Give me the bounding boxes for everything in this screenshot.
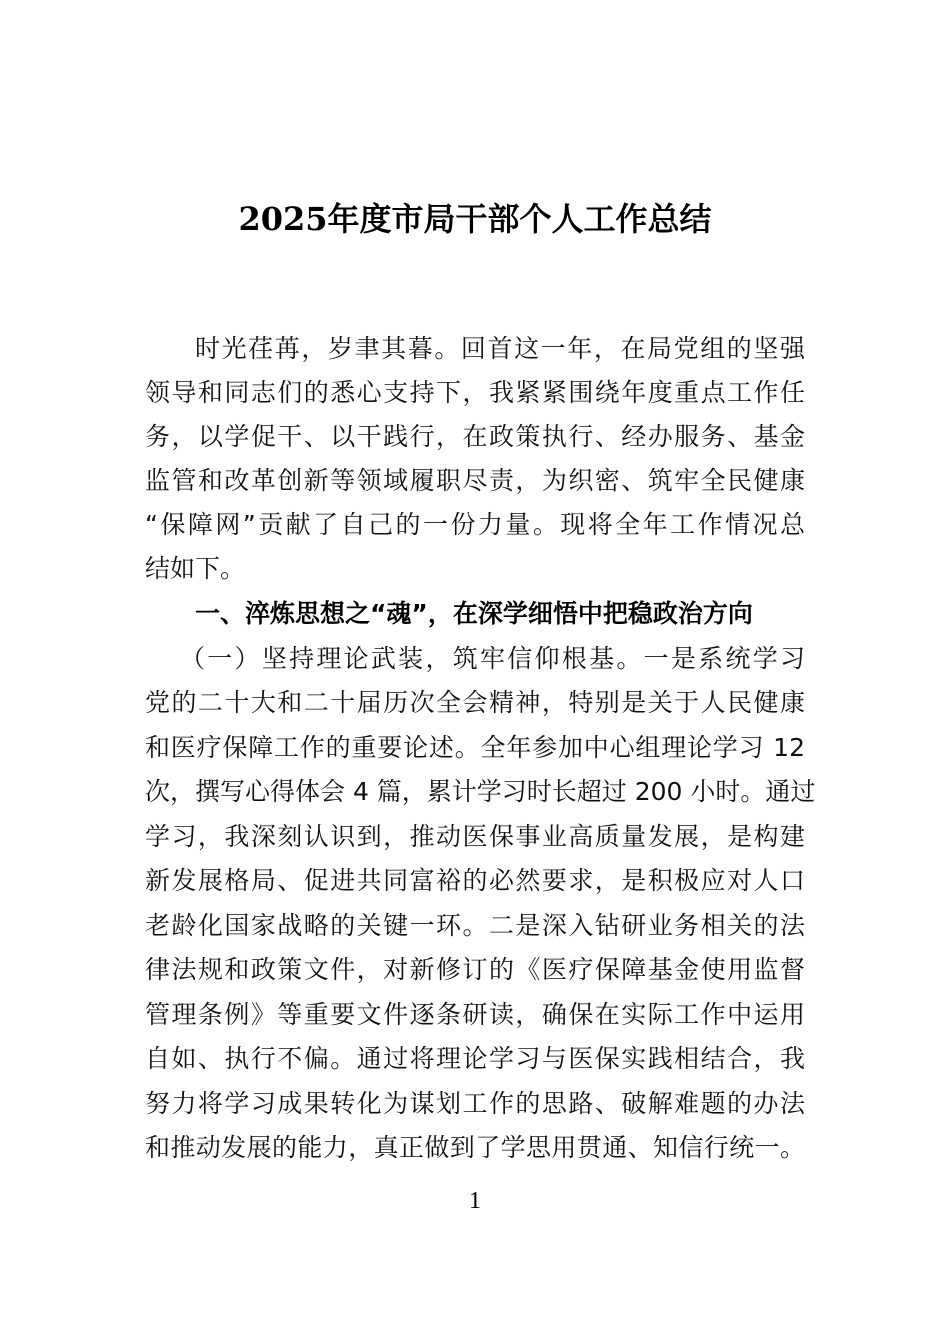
paragraph-line: 自如、执行不偏。通过将理论学习与医保实践相结合，我	[145, 1044, 805, 1073]
paragraph-line: 党的二十大和二十届历次全会精神，特别是关于人民健康	[145, 688, 805, 717]
paragraph-line: “保障网”贡献了自己的一份力量。现将全年工作情况总	[145, 510, 805, 539]
paragraph-line: 务，以学促干、以干践行，在政策执行、经办服务、基金	[145, 422, 805, 451]
paragraph-line: 努力将学习成果转化为谋划工作的思路、破解难题的办法	[145, 1089, 805, 1118]
paragraph-line: 结如下。	[145, 554, 246, 583]
page-number: 1	[469, 1188, 481, 1214]
paragraph-line: 新发展格局、促进共同富裕的必然要求，是积极应对人口	[145, 866, 805, 895]
paragraph-line: 老龄化国家战略的关键一环。二是深入钻研业务相关的法	[145, 911, 805, 940]
paragraph-line: 和推动发展的能力，真正做到了学思用贯通、知信行统一。	[145, 1133, 805, 1162]
paragraph-line: 学习，我深刻认识到，推动医保事业高质量发展，是构建	[145, 822, 805, 851]
paragraph-line: 和医疗保障工作的重要论述。全年参加中心组理论学习 12	[145, 733, 805, 762]
paragraph-line: 律法规和政策文件，对新修订的《医疗保障基金使用监督	[145, 955, 805, 984]
paragraph-line: 时光荏苒，岁聿其暮。回首这一年，在局党组的坚强	[195, 334, 805, 363]
paragraph-line: 管理条例》等重要文件逐条研读，确保在实际工作中运用	[145, 1000, 805, 1029]
paragraph-line: （一）坚持理论武装，筑牢信仰根基。一是系统学习	[180, 644, 805, 673]
section-heading: 一、淬炼思想之“魂”，在深学细悟中把稳政治方向	[195, 599, 753, 628]
paragraph-line: 领导和同志们的悉心支持下，我紧紧围绕年度重点工作任	[145, 378, 805, 407]
paragraph-line: 监管和改革创新等领域履职尽责，为织密、筑牢全民健康	[145, 466, 805, 495]
paragraph-line: 次，撰写心得体会 4 篇，累计学习时长超过 200 小时。通过	[145, 777, 816, 806]
document-title: 2025年度市局干部个人工作总结	[238, 200, 712, 238]
